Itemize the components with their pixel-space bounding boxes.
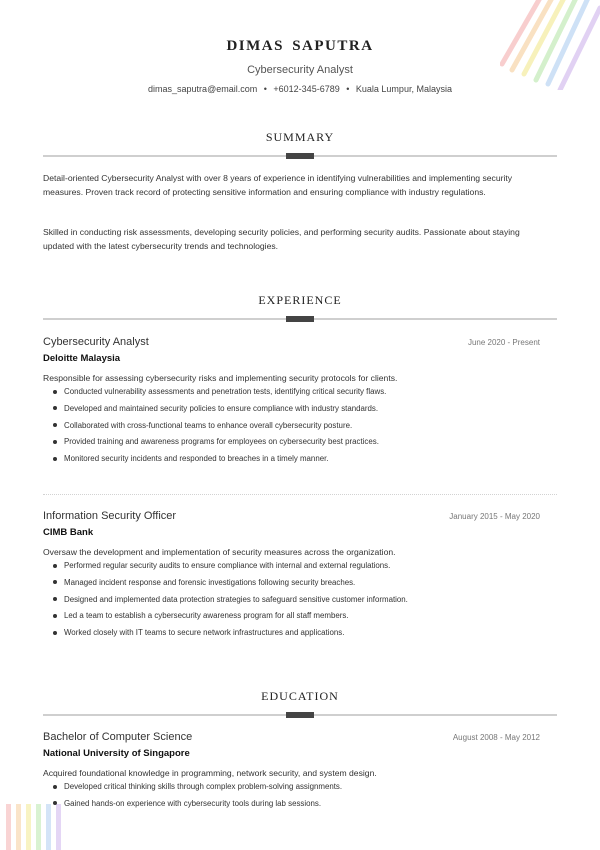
job-summary: Responsible for assessing cybersecurity risks and implementing security protocols for clients. <box>43 373 398 383</box>
divider-accent <box>286 153 314 159</box>
list-item: Provided training and awareness programs for employees on cybersecurity best practices. <box>43 436 540 447</box>
divider-accent <box>286 712 314 718</box>
experience-section-heading <box>43 293 557 320</box>
list-item: Collaborated with cross-functional teams to enhance overall cybersecurity posture. <box>43 420 540 431</box>
job-summary: Oversaw the development and implementation of security measures across the organization. <box>43 547 396 557</box>
job-dates: January 2015 - May 2020 <box>449 512 540 521</box>
section-divider <box>43 155 557 157</box>
education-summary: Acquired foundational knowledge in programming, network security, and system design. <box>43 768 377 778</box>
summary-paragraph-2: Skilled in conducting risk assessments, developing security policies, and performing security audits. Passionate about staying updated with the latest cybersecurity trends and technologies. <box>43 227 520 251</box>
email[interactable]: dimas_saputra@email.com <box>148 84 258 94</box>
phone: +6012-345-6789 <box>273 84 340 94</box>
divider-accent <box>286 316 314 322</box>
list-item: Designed and implemented data protection strategies to safeguard sensitive customer information. <box>43 594 540 605</box>
list-item: Led a team to establish a cybersecurity awareness program for all staff members. <box>43 610 540 621</box>
company-name: Deloitte Malaysia <box>43 353 121 364</box>
separator: • <box>263 84 267 94</box>
experience-entry <box>43 510 540 644</box>
list-item: Conducted vulnerability assessments and penetration tests, identifying critical security flaws. <box>43 386 540 397</box>
list-item: Developed and maintained security policies to ensure compliance with industry standards. <box>43 403 540 414</box>
job-bullets <box>43 560 540 638</box>
job-dates: June 2020 - Present <box>467 338 540 347</box>
section-divider <box>43 318 557 320</box>
job-bullets <box>43 386 540 464</box>
entry-divider <box>43 494 557 495</box>
candidate-name: DIMAS SAPUTRA <box>226 38 374 54</box>
list-item: Gained hands-on experience with cybersecurity tools during lab sessions. <box>43 798 540 809</box>
degree: Bachelor of Computer Science <box>43 731 193 743</box>
job-role: Information Security Officer <box>43 510 177 522</box>
list-item: Performed regular security audits to ensure compliance with internal and external regulations. <box>43 560 540 571</box>
summary-paragraph-1: Detail-oriented Cybersecurity Analyst with over 8 years of experience in identifying vulnerabilities and implementing security measures. Proven track record of protecting sensitive information and ensuring compliance with industry regulations. <box>43 173 513 197</box>
section-divider <box>43 714 557 716</box>
separator: • <box>346 84 350 94</box>
experience-entry <box>43 336 540 470</box>
contact-line <box>0 84 600 94</box>
summary-section-heading <box>43 130 557 157</box>
section-title: EDUCATION <box>261 689 339 703</box>
list-item: Monitored security incidents and responded to breaches in a timely manner. <box>43 453 540 464</box>
section-title: SUMMARY <box>265 130 335 144</box>
education-entry <box>43 731 540 815</box>
education-dates: August 2008 - May 2012 <box>452 733 540 742</box>
school-name: National University of Singapore <box>43 748 190 759</box>
company-name: CIMB Bank <box>43 527 94 538</box>
list-item: Worked closely with IT teams to secure network infrastructures and applications. <box>43 627 540 638</box>
location: Kuala Lumpur, Malaysia <box>355 84 452 94</box>
job-title: Cybersecurity Analyst <box>247 64 353 76</box>
education-bullets <box>43 781 540 809</box>
job-role: Cybersecurity Analyst <box>43 336 149 348</box>
list-item: Managed incident response and forensic investigations following security breaches. <box>43 577 540 588</box>
education-section-heading <box>43 689 557 716</box>
resume-header <box>0 38 600 94</box>
section-title: EXPERIENCE <box>258 293 342 307</box>
list-item: Developed critical thinking skills through complex problem-solving assignments. <box>43 781 540 792</box>
